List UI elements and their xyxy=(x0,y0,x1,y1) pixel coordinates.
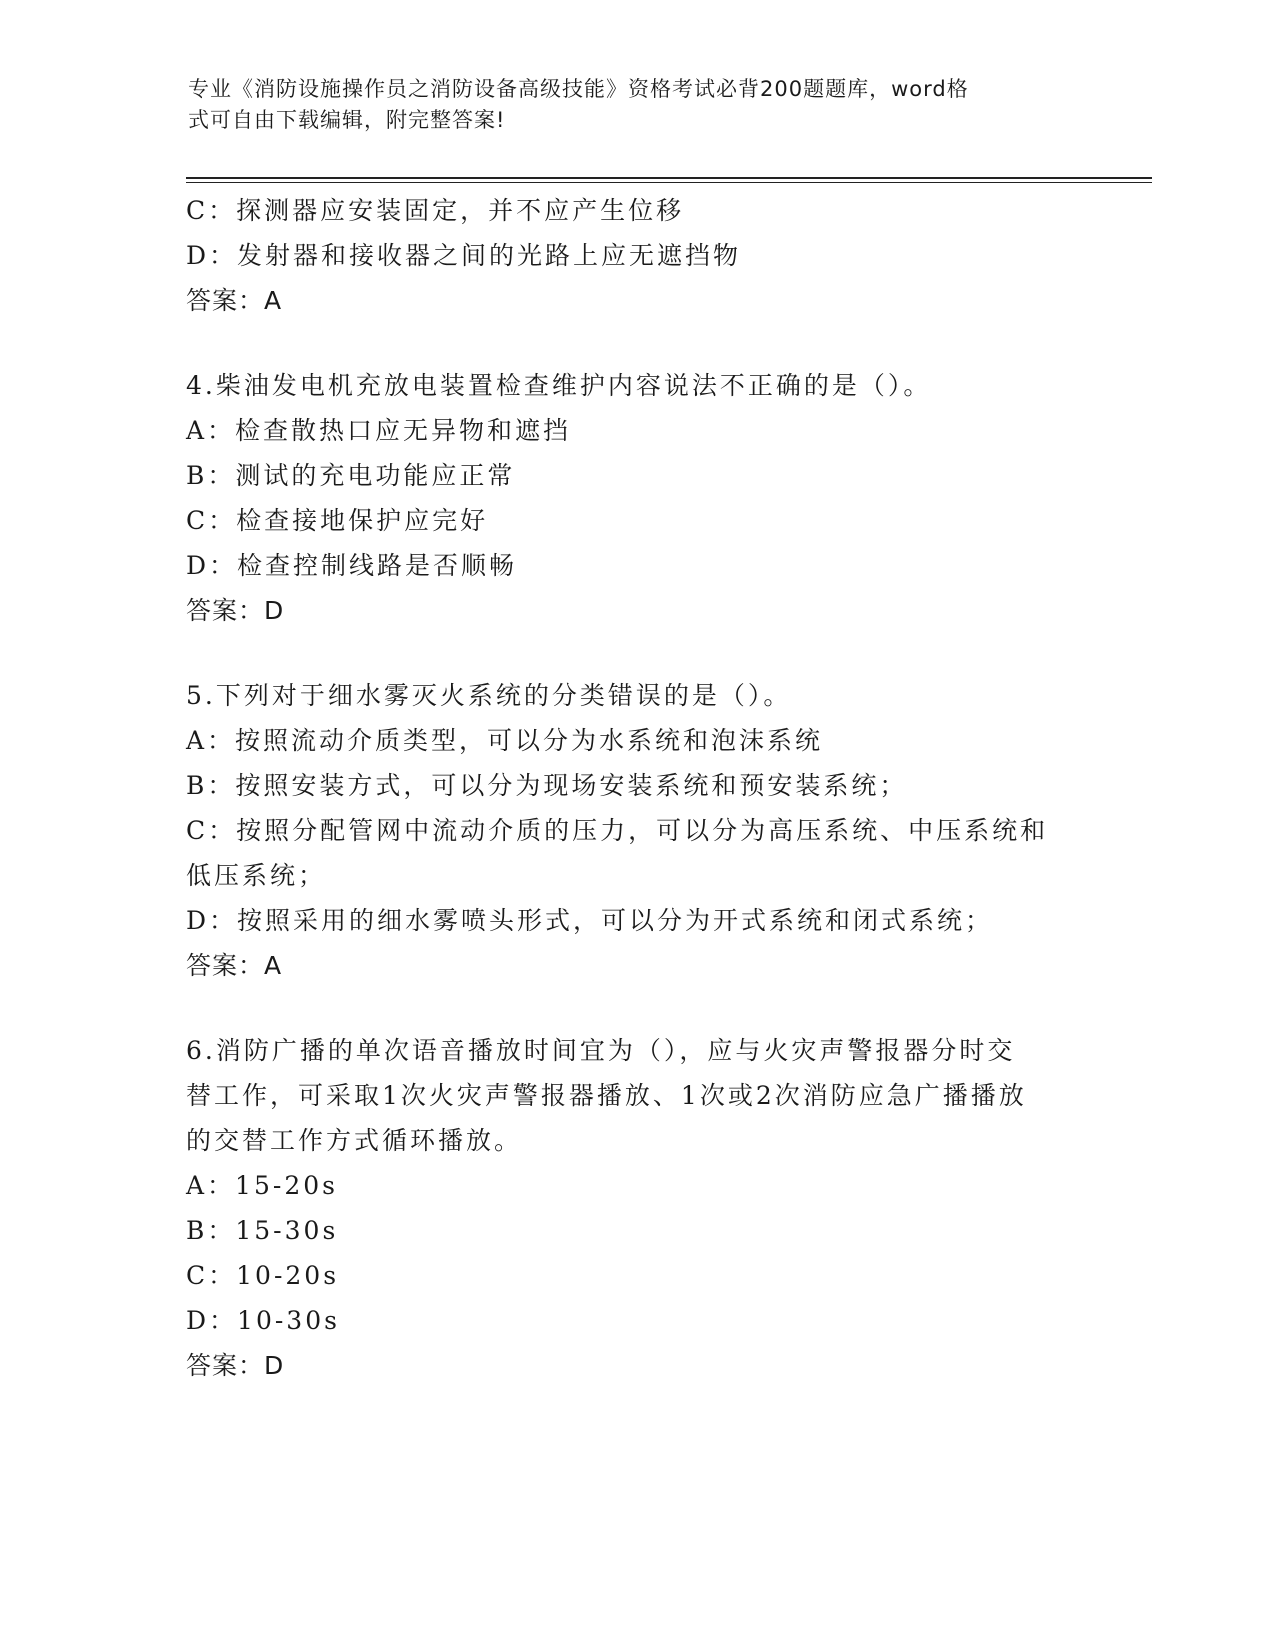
option-a: A：15-20s xyxy=(186,1171,338,1200)
spacer xyxy=(186,633,1086,673)
option-a: A：按照流动介质类型，可以分为水系统和泡沫系统 xyxy=(186,726,824,755)
option-b: B：15-30s xyxy=(186,1216,339,1245)
option-c: C：探测器应安装固定，并不应产生位移 xyxy=(186,196,685,225)
question-3-tail xyxy=(186,188,1086,323)
option-b: B：按照安装方式，可以分为现场安装系统和预安装系统； xyxy=(186,771,908,800)
answer: 答案：A xyxy=(186,286,283,315)
question-6 xyxy=(186,1028,1086,1388)
page-header xyxy=(188,74,1068,136)
question-text-line-2: 替工作，可采取1次火灾声警报器播放、1次或2次消防应急广播播放 xyxy=(186,1081,1027,1110)
question-text: 4.柴油发电机充放电装置检查维护内容说法不正确的是（）。 xyxy=(186,371,932,400)
question-4 xyxy=(186,363,1086,633)
answer: 答案：A xyxy=(186,951,283,980)
question-list xyxy=(186,188,1086,1388)
option-c: C：检查接地保护应完好 xyxy=(186,506,489,535)
spacer xyxy=(186,323,1086,363)
answer: 答案：D xyxy=(186,1351,285,1380)
option-d: D：检查控制线路是否顺畅 xyxy=(186,551,518,580)
question-text-line-1: 6.消防广播的单次语音播放时间宜为（），应与火灾声警报器分时交 xyxy=(186,1036,1016,1065)
question-5 xyxy=(186,673,1086,988)
header-line-1: 专业《消防设施操作员之消防设备高级技能》资格考试必背200题题库，word格 xyxy=(188,77,969,101)
option-c-line-1: C：按照分配管网中流动介质的压力，可以分为高压系统、中压系统和 xyxy=(186,816,1049,845)
option-d: D：按照采用的细水雾喷头形式，可以分为开式系统和闭式系统； xyxy=(186,906,994,935)
question-text-line-3: 的交替工作方式循环播放。 xyxy=(186,1126,523,1155)
answer: 答案：D xyxy=(186,596,285,625)
header-line-2: 式可自由下载编辑，附完整答案! xyxy=(188,108,506,132)
option-d: D：发射器和接收器之间的光路上应无遮挡物 xyxy=(186,241,742,270)
option-d: D：10-30s xyxy=(186,1306,340,1335)
header-rule-thick xyxy=(186,177,1152,179)
option-c-line-2: 低压系统； xyxy=(186,861,327,890)
spacer xyxy=(186,988,1086,1028)
option-a: A：检查散热口应无异物和遮挡 xyxy=(186,416,572,445)
header-rule-thin xyxy=(186,182,1152,183)
option-c: C：10-20s xyxy=(186,1261,340,1290)
question-text: 5.下列对于细水雾灭火系统的分类错误的是（）。 xyxy=(186,681,792,710)
option-b: B：测试的充电功能应正常 xyxy=(186,461,516,490)
